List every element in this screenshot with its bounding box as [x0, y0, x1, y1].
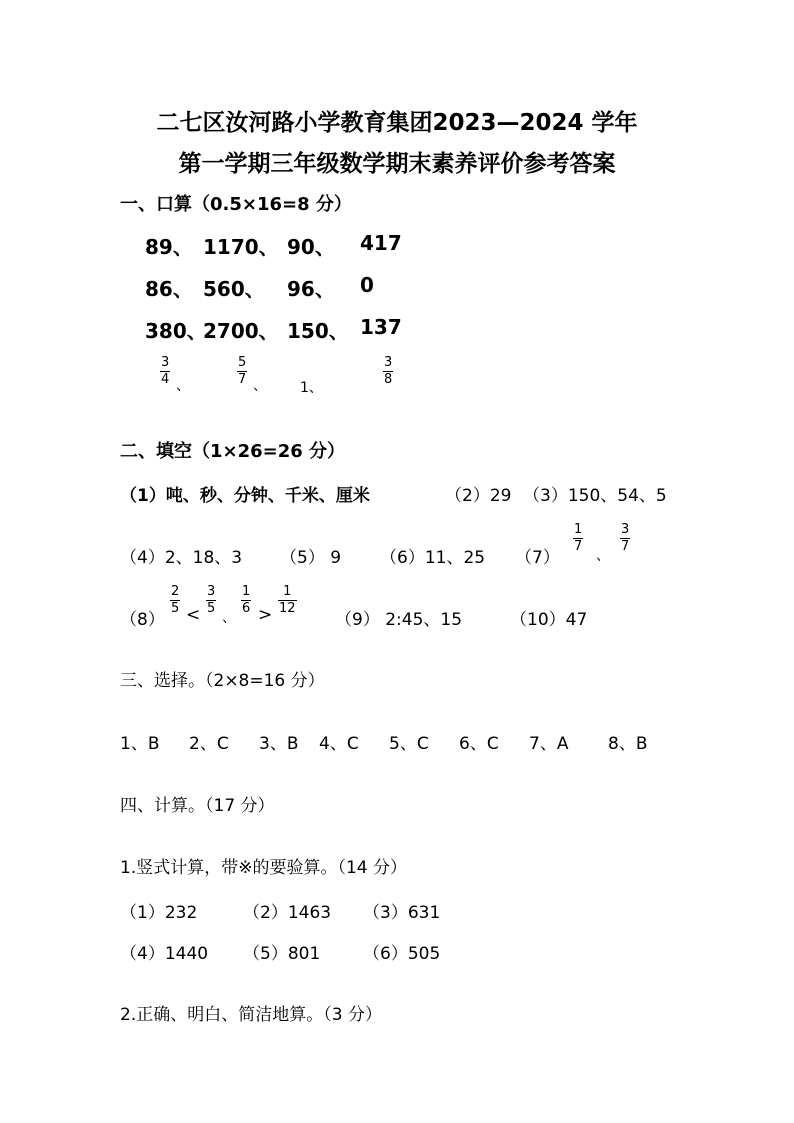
s2-q2: （2）29	[445, 486, 512, 506]
s2-q7-sep: 、	[596, 548, 610, 564]
s2-q7-f1-num: 1	[574, 522, 583, 537]
s1-fraction-3-den: 8	[384, 372, 393, 387]
s2-q4: （4）2、18、3	[120, 548, 243, 568]
s2-q1: （1）吨、秒、分钟、千米、厘米	[120, 486, 370, 506]
s1-r1-c4: 417	[360, 231, 402, 255]
s2-q8-d-den: 12	[279, 601, 296, 616]
s2-q7-fraction-2	[620, 522, 630, 555]
s2-q8-c-den: 6	[242, 601, 251, 616]
s3-answer-2: 2、C	[189, 734, 229, 754]
s2-q8: （8）	[120, 610, 165, 630]
s3-answer-4: 4、C	[319, 734, 359, 754]
s4-answer-3: （3）631	[363, 903, 441, 923]
s1-r1-c1: 89、	[145, 235, 193, 259]
s3-answer-3: 3、B	[259, 734, 299, 754]
section-3-heading: 三、选择。（2×8=16 分）	[120, 671, 325, 691]
s2-q7-fraction-1	[573, 522, 583, 555]
s1-fraction-3-num: 3	[384, 355, 393, 370]
s4-answer-6: （6）505	[363, 944, 441, 964]
s2-q3: （3）150、54、5	[523, 486, 667, 506]
s1-r2-c1: 86、	[145, 277, 193, 301]
s2-q7-f2-den: 7	[621, 539, 630, 554]
s2-q8-a-den: 5	[171, 601, 180, 616]
s3-answer-5: 5、C	[389, 734, 429, 754]
s1-fraction-2-num: 5	[238, 355, 247, 370]
section-1-heading: 一、口算（0.5×16=8 分）	[120, 194, 352, 215]
s1-fraction-2	[237, 355, 247, 388]
s1-fraction-1	[160, 355, 170, 388]
s1-fraction-1-num: 3	[161, 355, 170, 370]
section-2-heading: 二、填空（1×26=26 分）	[120, 441, 346, 462]
s2-q5: （5） 9	[280, 548, 342, 568]
s2-q8-b-num: 3	[207, 584, 216, 599]
s2-q8-a-num: 2	[171, 584, 180, 599]
s3-answer-8: 8、B	[608, 734, 648, 754]
s2-q8-greater-than: >	[258, 605, 273, 625]
s1-sep-2: 、	[253, 378, 267, 394]
s3-answer-7: 7、A	[529, 734, 569, 754]
s4-sub-1: 1.竖式计算，带※的要验算。（14 分）	[120, 858, 407, 878]
title-line-1: 二七区汝河路小学教育集团2023—2024 学年	[156, 110, 638, 136]
s2-q7: （7）	[515, 548, 560, 568]
title-line-2: 第一学期三年级数学期末素养评价参考答案	[178, 151, 616, 177]
s3-answer-6: 6、C	[459, 734, 499, 754]
s2-q8-fraction-c	[241, 584, 251, 617]
s1-r3-c4: 137	[360, 315, 402, 339]
s3-answer-1: 1、B	[120, 734, 160, 754]
s1-r3-c3: 150、	[287, 319, 349, 343]
s2-q8-c-num: 1	[242, 584, 251, 599]
s1-fraction-1-den: 4	[161, 372, 170, 387]
s4-answer-1: （1）232	[120, 903, 198, 923]
s1-fraction-3	[383, 355, 393, 388]
s4-answer-2: （2）1463	[243, 903, 332, 923]
s2-q8-d-num: 1	[278, 584, 297, 601]
s4-sub-2: 2.正确、明白、简洁地算。（3 分）	[120, 1005, 382, 1025]
s1-r2-c4: 0	[360, 273, 374, 297]
s2-q8-sep: 、	[222, 610, 236, 626]
s1-fraction-2-den: 7	[238, 372, 247, 387]
s1-r2-c3: 96、	[287, 277, 335, 301]
s4-answer-4: （4）1440	[120, 944, 209, 964]
s2-q6: （6）11、25	[380, 548, 486, 568]
s1-r3-c1: 380、	[145, 319, 207, 343]
s2-q8-b-den: 5	[207, 601, 216, 616]
s4-answer-5: （5）801	[243, 944, 321, 964]
s1-r1-c3: 90、	[287, 235, 335, 259]
s2-q7-f2-num: 3	[621, 522, 630, 537]
s2-q8-fraction-b	[206, 584, 216, 617]
s1-r1-c2: 1170、	[203, 235, 279, 259]
s2-q8-fraction-d	[278, 584, 297, 617]
s2-q7-f1-den: 7	[574, 539, 583, 554]
s1-r2-c2: 560、	[203, 277, 265, 301]
s1-sep-1: 、	[176, 378, 190, 394]
s1-r3-c2: 2700、	[203, 319, 279, 343]
s2-q9: （9） 2:45、15	[335, 610, 463, 630]
s2-q8-less-than: <	[186, 605, 201, 625]
section-4-heading: 四、计算。（17 分）	[120, 796, 275, 816]
s2-q10: （10）47	[510, 610, 588, 630]
s2-q8-fraction-a	[170, 584, 180, 617]
s1-one: 1、	[300, 380, 323, 396]
